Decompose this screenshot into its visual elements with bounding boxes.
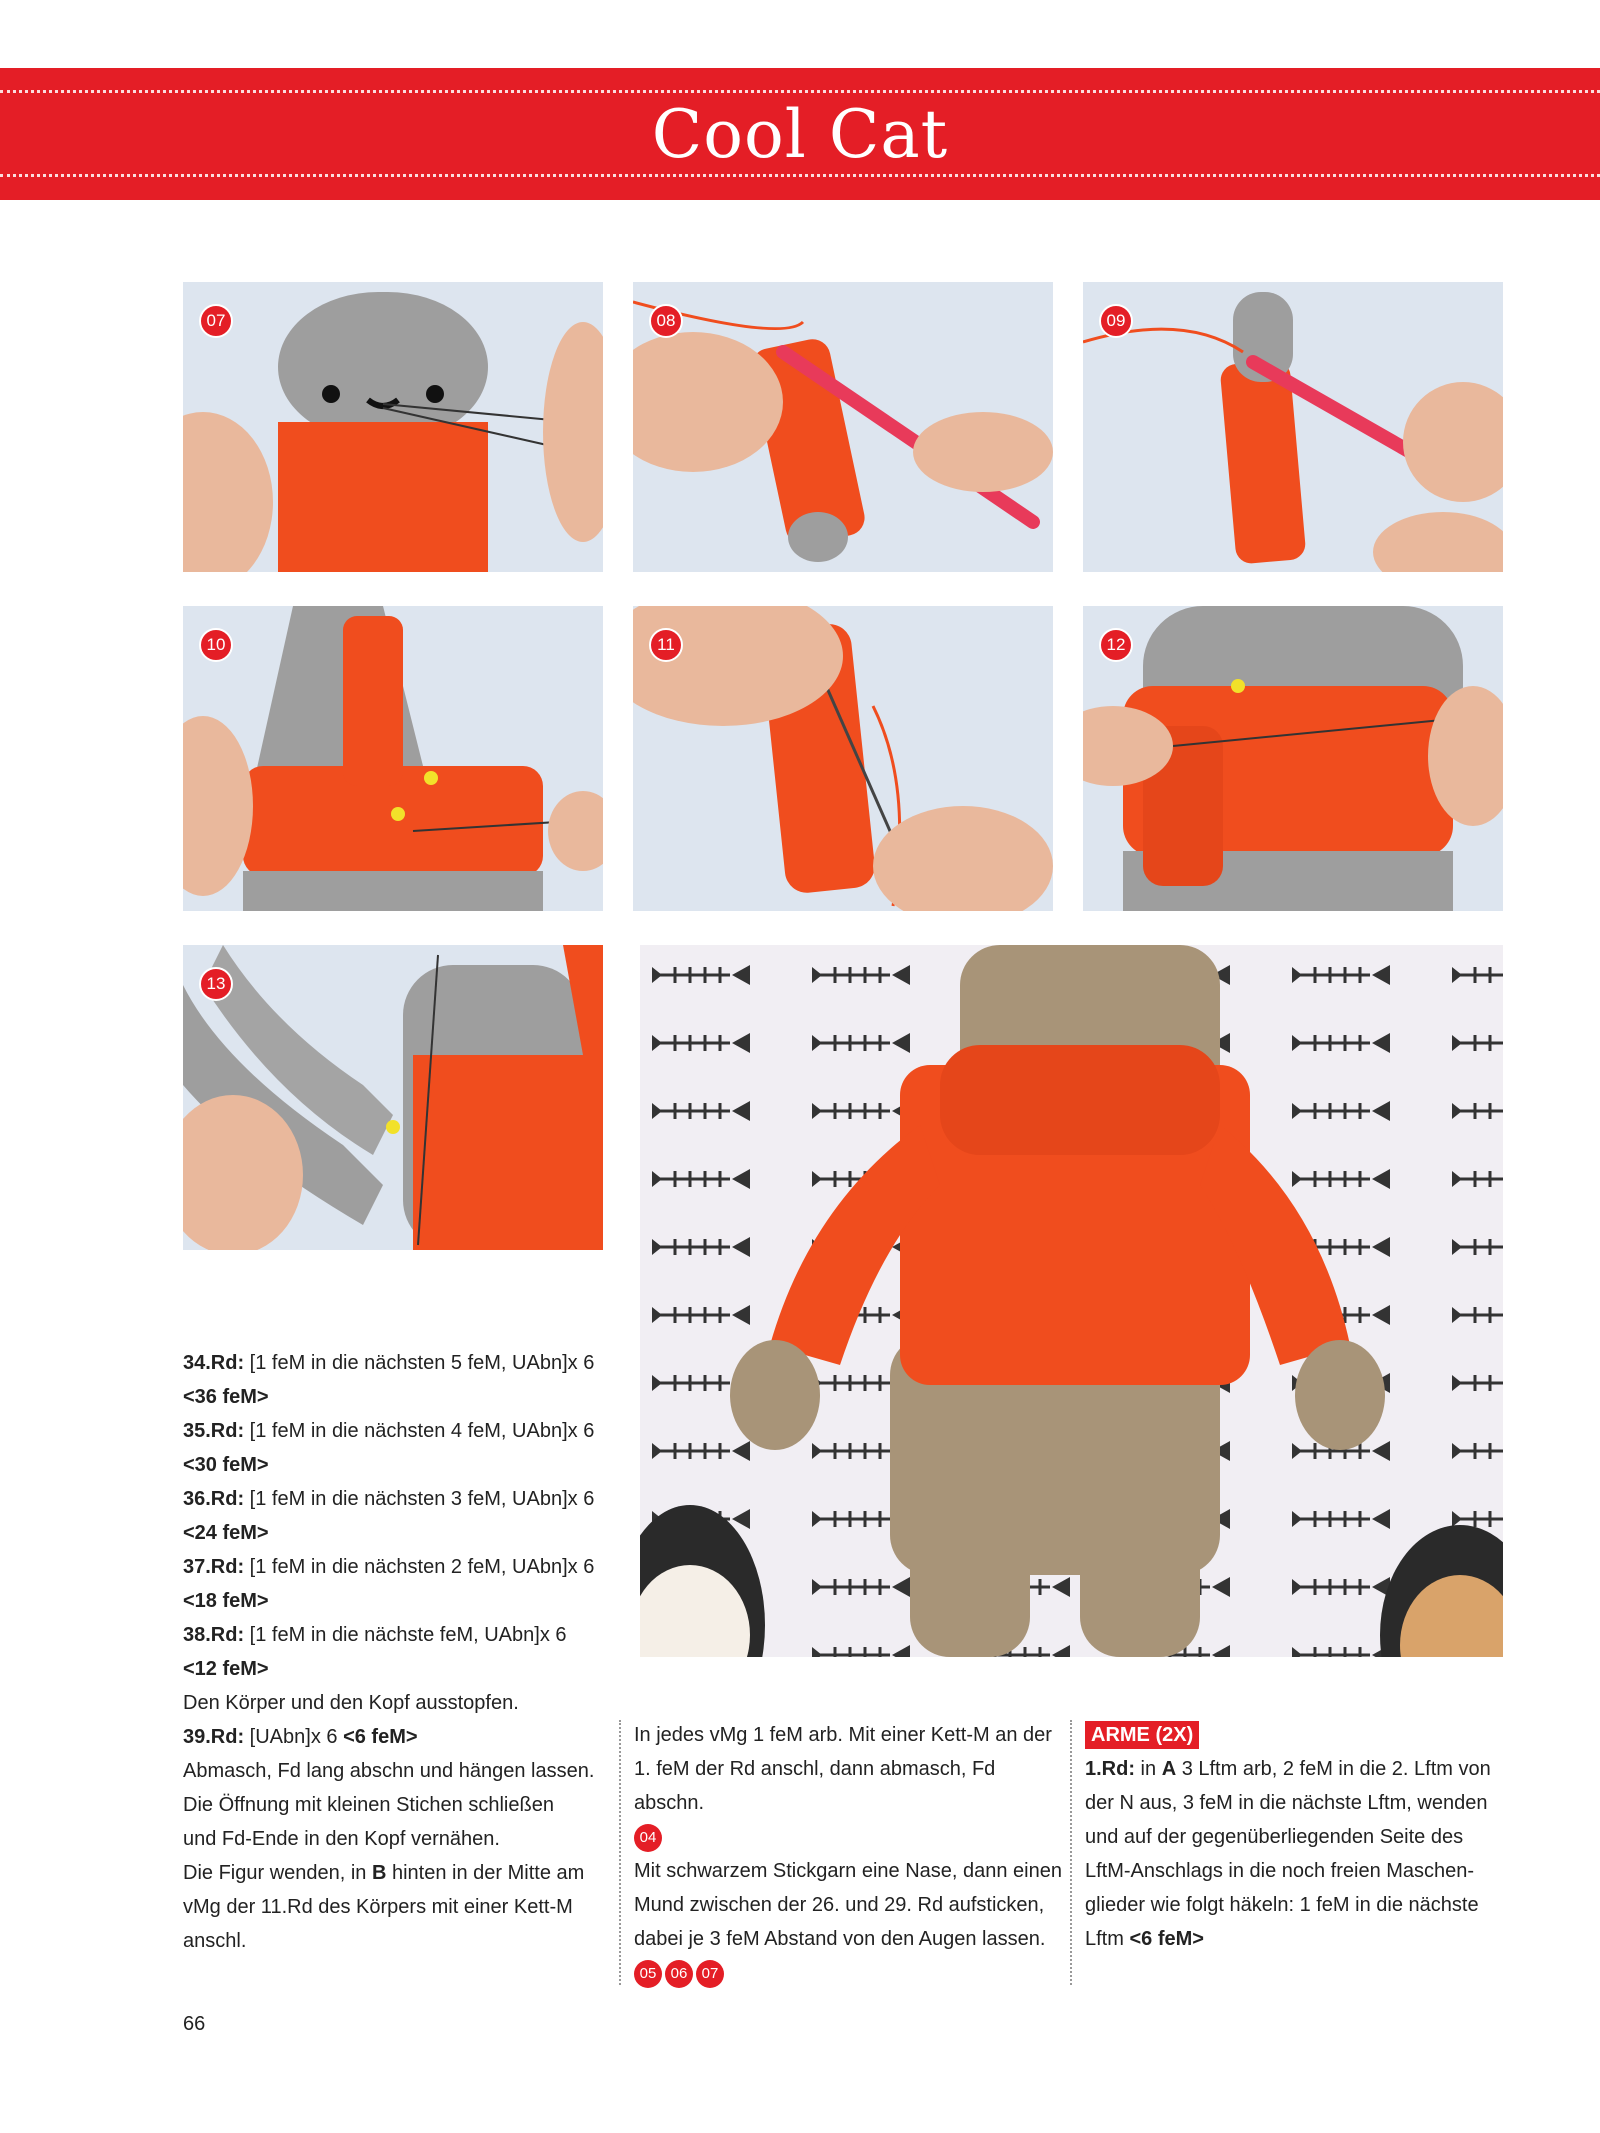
title-banner [0,68,1600,200]
middle-line-1: In jedes vMg 1 feM arb. Mit einer Kett-M an der [634,1724,1052,1746]
column-divider-1 [619,1720,621,1985]
arms-line-3: und auf der gegenüberliegenden Seite des [1085,1826,1464,1848]
step-badge-07: 07 [199,304,233,338]
step-photo-07 [183,282,603,572]
step-badge-11: 11 [649,628,683,662]
round-37-count: <18 feM> [183,1590,269,1612]
round-34-count: <36 feM> [183,1386,269,1408]
round-35-label: 35.Rd: [183,1420,245,1442]
step-photo-12 [1083,606,1503,911]
step-photo-09 [1083,282,1503,572]
round-37-text: [1 feM in die nächsten 2 feM, UAbn]x 6 [244,1556,595,1578]
photo-11-illustration [633,606,1053,911]
finished-cat-photo [640,945,1503,1657]
round-35-count: <30 feM> [183,1454,269,1476]
page-title: Cool Cat [651,96,949,173]
middle-text-column [634,1718,1066,1990]
round-38-count: <12 feM> [183,1658,269,1680]
finish-line-2: Die Öffnung mit kleinen Stichen schließen [183,1794,554,1816]
photo-09-illustration [1083,282,1503,572]
photo-13-illustration [183,945,603,1250]
column-divider-2 [1070,1720,1072,1985]
step-badge-10: 10 [199,628,233,662]
middle-line-4: Mund zwischen der 26. und 29. Rd aufsticken, [634,1894,1045,1916]
arms-line-5: glieder wie folgt häkeln: 1 feM in die nächste [1085,1894,1479,1916]
round-39-count: <6 feM> [343,1726,418,1748]
finish-line-3: und Fd-Ende in den Kopf vernähen. [183,1828,500,1850]
round-34-label: 34.Rd: [183,1352,245,1374]
step-photo-11 [633,606,1053,911]
round-35-text: [1 feM in die nächsten 4 feM, UAbn]x 6 [244,1420,595,1442]
page-number: 66 [183,2013,206,2035]
middle-line-3: Mit schwarzem Stickgarn eine Nase, dann einen [634,1860,1062,1882]
round-37-label: 37.Rd: [183,1556,245,1578]
banner-dotted-line-top [0,90,1600,93]
round-39-text: [UAbn]x 6 [244,1726,344,1748]
step-badge-13: 13 [199,967,233,1001]
arms-line-2: der N aus, 3 feM in die nächste Lftm, wenden [1085,1792,1488,1814]
yarn-color-b: B [371,1862,387,1884]
arms-round-1-text-a: in [1135,1758,1162,1780]
middle-line-2: 1. feM der Rd anschl, dann abmasch, Fd abschn. [634,1758,996,1814]
round-36-label: 36.Rd: [183,1488,245,1510]
round-38-label: 38.Rd: [183,1624,245,1646]
yarn-color-a: A [1161,1758,1177,1780]
photo-ref-06: 06 [665,1960,693,1988]
turn-line-1a: Die Figur wenden, in [183,1862,372,1884]
round-36-text: [1 feM in die nächsten 3 feM, UAbn]x 6 [244,1488,595,1510]
photo-07-illustration [183,282,603,572]
photo-ref-04: 04 [634,1824,662,1852]
arms-line-6a: Lftm [1085,1928,1130,1950]
left-text-column [183,1346,603,1958]
photo-08-illustration [633,282,1053,572]
turn-line-4: anschl. [183,1930,247,1952]
right-text-column [1085,1718,1505,1956]
round-38-text: [1 feM in die nächste feM, UAbn]x 6 [244,1624,567,1646]
turn-line-1b: hinten in der Mitte am [386,1862,585,1884]
step-badge-12: 12 [1099,628,1133,662]
photo-ref-07: 07 [696,1960,724,1988]
step-badge-09: 09 [1099,304,1133,338]
step-photo-13 [183,945,603,1250]
turn-line-3: vMg der 11.Rd des Körpers mit einer Kett-M [183,1896,573,1918]
round-36-count: <24 feM> [183,1522,269,1544]
finished-cat-illustration [640,945,1503,1657]
middle-line-5: dabei je 3 feM Abstand von den Augen lassen. [634,1928,1046,1950]
arms-round-1-count: <6 feM> [1129,1928,1204,1950]
round-39-label: 39.Rd: [183,1726,245,1748]
step-badge-08: 08 [649,304,683,338]
stuff-instruction: Den Körper und den Kopf ausstopfen. [183,1692,519,1714]
arms-round-1-text-b: 3 Lftm arb, 2 feM in die 2. Lftm von [1176,1758,1491,1780]
round-34-text: [1 feM in die nächsten 5 feM, UAbn]x 6 [244,1352,595,1374]
step-photo-08 [633,282,1053,572]
arms-line-4: LftM-Anschlags in die noch freien Maschen- [1085,1860,1475,1882]
step-photo-10 [183,606,603,911]
banner-dotted-line-bottom [0,174,1600,177]
photo-ref-05: 05 [634,1960,662,1988]
arms-round-1-label: 1.Rd: [1085,1758,1135,1780]
photo-10-illustration [183,606,603,911]
finish-line-1: Abmasch, Fd lang abschn und hängen lassen. [183,1760,595,1782]
photo-12-illustration [1083,606,1503,911]
section-label-arms: ARME (2X) [1085,1721,1199,1749]
